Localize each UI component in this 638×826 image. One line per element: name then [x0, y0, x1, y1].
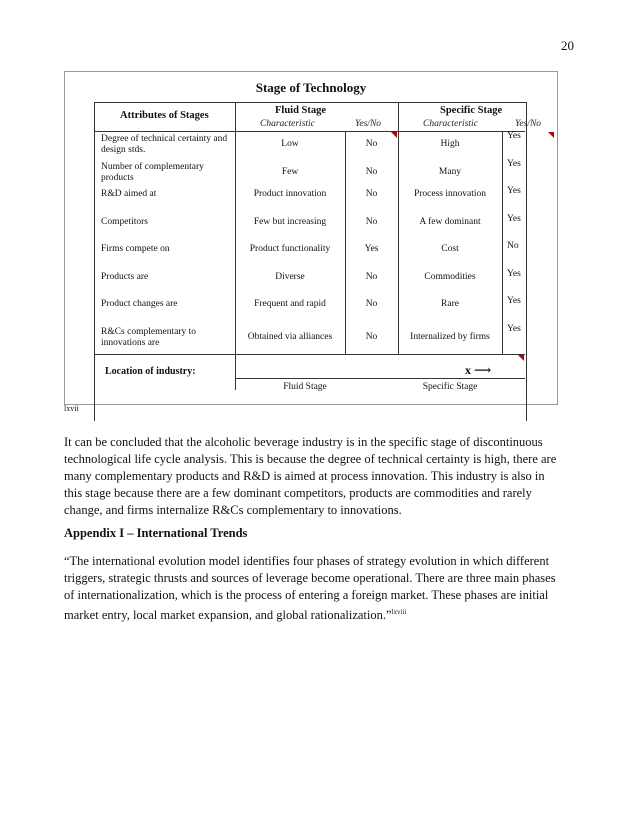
row-fluid-characteristic: Low — [281, 139, 299, 149]
specific-stage-header: Specific Stage — [440, 105, 503, 116]
row-specific-yesno: Yes — [507, 158, 521, 169]
row-specific-characteristic: A few dominant — [419, 216, 481, 227]
fluid-stage-header: Fluid Stage — [275, 105, 327, 116]
location-divider — [94, 354, 525, 355]
row-specific-yesno: Yes — [507, 186, 521, 196]
row-attribute: R&D aimed at — [101, 189, 157, 199]
row-fluid-characteristic: Product innovation — [253, 189, 327, 199]
row-fluid-characteristic: Few — [281, 166, 299, 177]
row-fluid-characteristic: Product functionality — [249, 244, 331, 254]
conclusion-paragraph: It can be concluded that the alcoholic beverage industry is in the specific stage of discontinuous technological life cycle analysis. This is because the degree of technical certainty is high, there are many complementary products and R&D is aimed at process innovation. This industry is also in this stage because there are a few dominant competitors, products are commodities and rarely change, and firms internalize R&Cs complementary to innovations. — [64, 435, 557, 517]
row-fluid-yesno: No — [365, 166, 378, 177]
row-specific-characteristic: Commodities — [424, 271, 476, 282]
specific-yesno-label: Yes/No — [515, 119, 542, 129]
row-fluid-yesno: No — [365, 331, 378, 342]
row-attribute: Products are — [101, 271, 149, 282]
row-fluid-yesno: No — [365, 271, 378, 282]
row-specific-yesno: Yes — [507, 323, 521, 334]
row-fluid-yesno: No — [365, 189, 378, 199]
location-specific-label: Specific Stage — [422, 382, 478, 392]
location-fluid-label: Fluid Stage — [283, 382, 327, 392]
row-attribute: Product changes are — [101, 299, 178, 309]
corner-mark — [518, 355, 524, 361]
row-fluid-characteristic: Obtained via alliances — [247, 331, 333, 342]
row-fluid-yesno: No — [365, 216, 378, 227]
row-attribute: Competitors — [101, 216, 148, 227]
attributes-header: Attributes of Stages — [120, 110, 209, 121]
row-attribute: Degree of technical certainty and design stds. — [101, 134, 228, 155]
row-specific-yesno: Yes — [507, 296, 521, 306]
header-divider — [94, 131, 525, 132]
row-fluid-characteristic: Diverse — [275, 271, 305, 282]
international-paragraph-text: “The international evolution model identifies four phases of strategy evolution in which different triggers, strategic thrusts and sources of leverage become operational. There are three main phases of internationalization, which is the process of entering a foreign market. These phases are initial market entry, local market expansion, and global rationalization.” — [64, 554, 556, 623]
row-specific-characteristic: Internalized by firms — [410, 331, 490, 342]
fluid-yesno-label: Yes/No — [355, 119, 382, 129]
page-number: 20 — [561, 38, 574, 53]
row-attribute: Firms compete on — [101, 244, 170, 254]
col-line-2 — [345, 131, 346, 354]
row-specific-yesno: Yes — [507, 131, 521, 141]
corner-mark-specific — [548, 132, 554, 138]
row-specific-characteristic: Cost — [441, 244, 459, 254]
row-specific-characteristic: High — [440, 139, 460, 149]
row-fluid-yesno: No — [365, 299, 378, 309]
location-label: Location of industry: — [105, 366, 196, 377]
location-axis — [235, 378, 525, 379]
footnote-ref: lxvii — [64, 404, 79, 413]
row-fluid-yesno: Yes — [364, 244, 379, 254]
row-attribute: R&Cs complementary to innovations are — [101, 326, 196, 348]
row-fluid-characteristic: Frequent and rapid — [254, 299, 326, 309]
row-fluid-characteristic: Few but increasing — [253, 216, 327, 227]
row-specific-characteristic: Many — [438, 166, 462, 177]
appendix-heading: Appendix I – International Trends — [64, 526, 248, 540]
figure-title: Stage of Technology — [255, 80, 367, 95]
row-specific-yesno: Yes — [507, 268, 521, 279]
row-specific-yesno: No — [507, 241, 519, 251]
col-line-4 — [502, 131, 503, 354]
corner-mark-fluid — [391, 132, 397, 138]
international-paragraph — [64, 553, 564, 624]
row-specific-yesno: Yes — [507, 213, 521, 224]
location-marker: x ⟶ — [465, 363, 492, 377]
row-specific-characteristic: Rare — [441, 299, 459, 309]
stage-of-technology-figure — [64, 71, 558, 405]
row-fluid-yesno: No — [365, 139, 378, 149]
row-specific-characteristic: Process innovation — [413, 189, 487, 199]
row-attribute: Number of complementary products — [101, 161, 204, 183]
fluid-characteristic-label: Characteristic — [260, 119, 315, 129]
specific-characteristic-label: Characteristic — [423, 119, 478, 129]
international-paragraph-ref: lxviii — [391, 608, 407, 616]
